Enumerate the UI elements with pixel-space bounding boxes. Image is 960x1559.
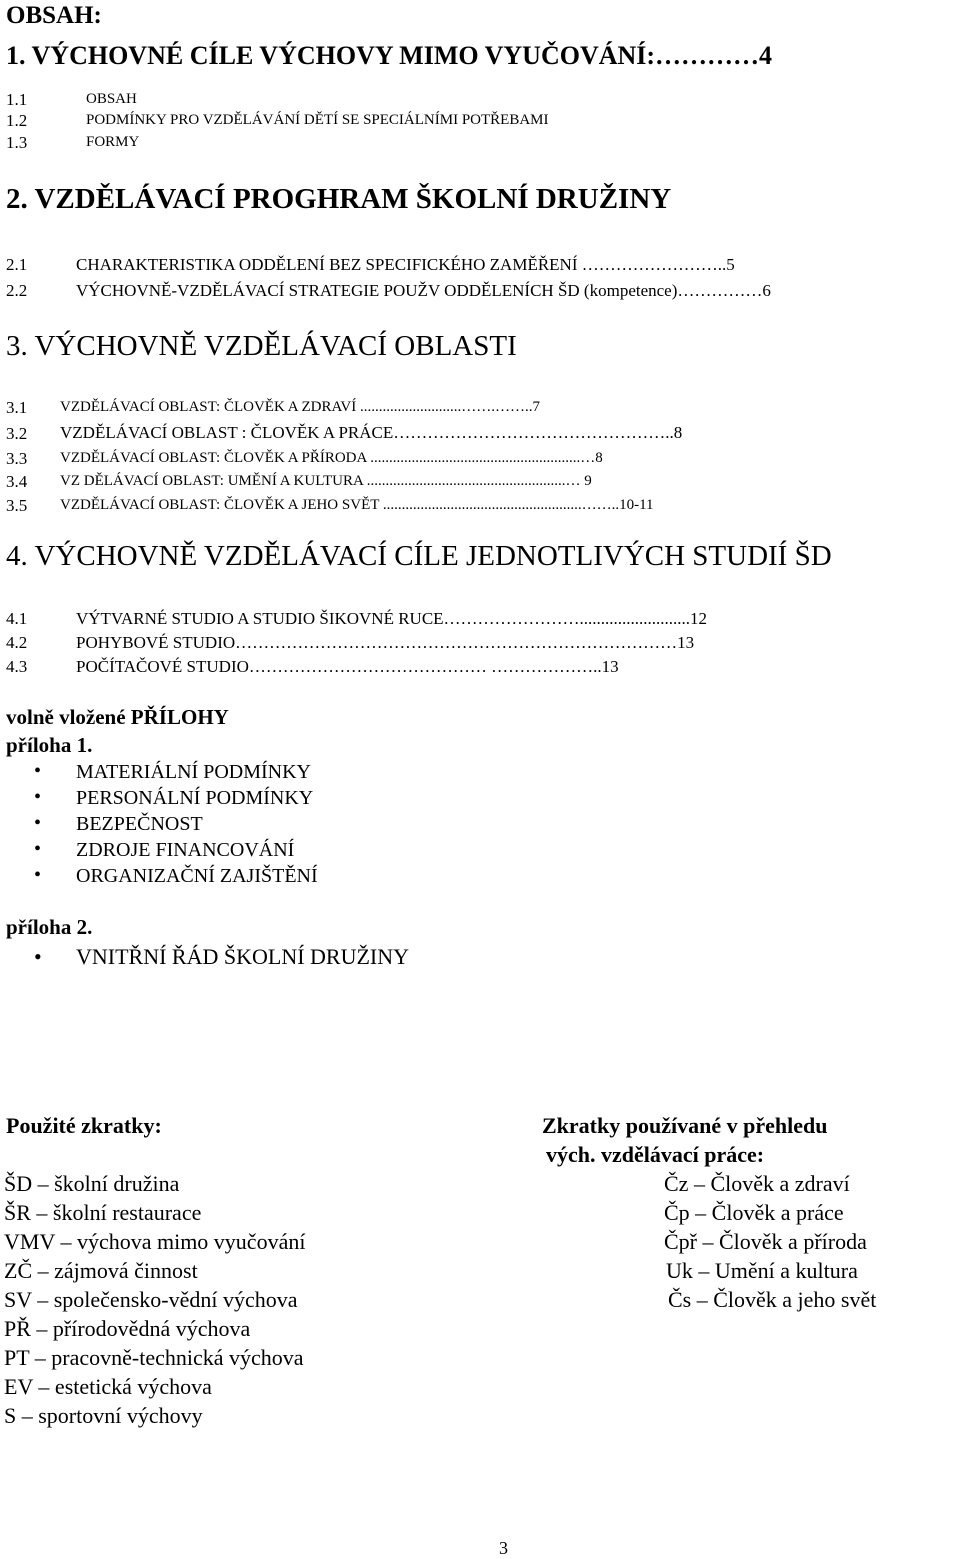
toc-item-number: 1.3 — [6, 133, 28, 152]
abbreviation-item: ŠD – školní družina — [4, 1171, 180, 1196]
attachment-1-title: příloha 1. — [6, 733, 93, 757]
toc-item-number: 3.2 — [6, 424, 28, 443]
page-number: 3 — [499, 1538, 508, 1558]
toc-item-3-2[interactable]: VZDĚLÁVACÍ OBLAST : ČLOVĚK A PRÁCE…………………………………………..8 — [60, 423, 683, 442]
toc-item-3-1[interactable]: VZDĚLÁVACÍ OBLAST: ČLOVĚK A ZDRAVÍ ...........................…….……..7 — [60, 399, 540, 415]
toc-item-number: 3.5 — [6, 496, 28, 515]
list-item: PERSONÁLNÍ PODMÍNKY — [76, 787, 314, 809]
legend-subtitle: vých. vzdělávací práce: — [546, 1142, 765, 1167]
toc-item-number: 1.2 — [6, 111, 28, 130]
toc-item-number: 4.2 — [6, 633, 28, 652]
toc-item-4-3[interactable]: POČÍTAČOVÉ STUDIO…………………………………… ………………..13 — [76, 657, 619, 676]
legend-item: Čz – Člověk a zdraví — [664, 1171, 850, 1196]
toc-item-3-3[interactable]: VZDĚLÁVACÍ OBLAST: ČLOVĚK A PŘÍRODA ........................................................…8 — [60, 450, 603, 466]
toc-item-number: 2.2 — [6, 281, 28, 300]
toc-item-2-2[interactable]: VÝCHOVNĚ-VZDĚLÁVACÍ STRATEGIE POUŽV ODDĚLENÍCH ŠD (kompetence)……………6 — [76, 281, 771, 300]
abbreviation-item: SV – společensko-vědní výchova — [4, 1287, 298, 1312]
toc-heading-1[interactable]: 1. VÝCHOVNÉ CÍLE VÝCHOVY MIMO VYUČOVÁNÍ:…………4 — [6, 41, 773, 70]
toc-item-number: 1.1 — [6, 90, 28, 109]
abbreviation-item: EV – estetická výchova — [4, 1374, 212, 1399]
bullet-icon: • — [34, 760, 42, 782]
list-item: ORGANIZAČNÍ ZAJIŠTĚNÍ — [76, 865, 318, 887]
legend-item: Čpř – Člověk a příroda — [664, 1229, 867, 1254]
toc-item-number: 4.1 — [6, 609, 28, 628]
list-item: ZDROJE FINANCOVÁNÍ — [76, 839, 295, 861]
abbreviation-item: S – sportovní výchovy — [4, 1403, 203, 1428]
toc-item-1-2[interactable]: PODMÍNKY PRO VZDĚLÁVÁNÍ DĚTÍ SE SPECIÁLNÍMI POTŘEBAMI — [86, 112, 549, 128]
toc-heading-3[interactable]: 3. VÝCHOVNĚ VZDĚLÁVACÍ OBLASTI — [6, 330, 517, 362]
toc-item-1-1[interactable]: OBSAH — [86, 91, 137, 107]
toc-item-4-2[interactable]: POHYBOVÉ STUDIO……………………………………………………………………13 — [76, 633, 695, 652]
toc-item-3-4[interactable]: VZ DĚLÁVACÍ OBLAST: UMĚNÍ A KULTURA .....................................................… 9 — [60, 473, 592, 489]
toc-item-number: 3.1 — [6, 398, 28, 417]
bullet-icon: • — [34, 944, 42, 969]
toc-item-4-1[interactable]: VÝTVARNÉ STUDIO A STUDIO ŠIKOVNÉ RUCE……………………..........................12 — [76, 609, 708, 628]
list-item: MATERIÁLNÍ PODMÍNKY — [76, 761, 311, 783]
abbreviation-item: PT – pracovně-technická výchova — [4, 1345, 304, 1370]
abbreviations-title: Použité zkratky: — [6, 1113, 162, 1138]
page-title: OBSAH: — [6, 2, 102, 29]
toc-item-number: 2.1 — [6, 255, 28, 274]
abbreviation-item: ZČ – zájmová činnost — [4, 1258, 198, 1283]
toc-item-number: 3.4 — [6, 472, 28, 491]
abbreviation-item: PŘ – přírodovědná výchova — [4, 1316, 251, 1341]
toc-heading-4[interactable]: 4. VÝCHOVNĚ VZDĚLÁVACÍ CÍLE JEDNOTLIVÝCH STUDIÍ ŠD — [6, 540, 832, 572]
bullet-icon: • — [34, 838, 42, 860]
attachments-title: volně vložené PŘÍLOHY — [6, 705, 229, 729]
list-item: VNITŘNÍ ŘÁD ŠKOLNÍ DRUŽINY — [76, 944, 410, 969]
bullet-icon: • — [34, 786, 42, 808]
legend-item: Čp – Člověk a práce — [664, 1200, 844, 1225]
toc-heading-2[interactable]: 2. VZDĚLÁVACÍ PROGHRAM ŠKOLNÍ DRUŽINY — [6, 183, 672, 215]
toc-item-number: 4.3 — [6, 657, 28, 676]
toc-item-number: 3.3 — [6, 449, 28, 468]
bullet-icon: • — [34, 864, 42, 886]
list-item: BEZPEČNOST — [76, 813, 203, 835]
legend-item: Čs – Člověk a jeho svět — [668, 1287, 877, 1312]
toc-item-3-5[interactable]: VZDĚLÁVACÍ OBLAST: ČLOVĚK A JEHO SVĚT .....................................................……..10-11 — [60, 497, 654, 513]
abbreviation-item: VMV – výchova mimo vyučování — [4, 1229, 306, 1254]
attachment-2-title: příloha 2. — [6, 915, 93, 939]
toc-item-1-3[interactable]: FORMY — [86, 134, 140, 150]
toc-item-2-1[interactable]: CHARAKTERISTIKA ODDĚLENÍ BEZ SPECIFICKÉHO ZAMĚŘENÍ ……………………..5 — [76, 255, 735, 274]
legend-item: Uk – Umění a kultura — [666, 1258, 858, 1283]
abbreviation-item: ŠR – školní restaurace — [4, 1200, 202, 1225]
legend-title: Zkratky používané v přehledu — [542, 1113, 828, 1138]
bullet-icon: • — [34, 812, 42, 834]
